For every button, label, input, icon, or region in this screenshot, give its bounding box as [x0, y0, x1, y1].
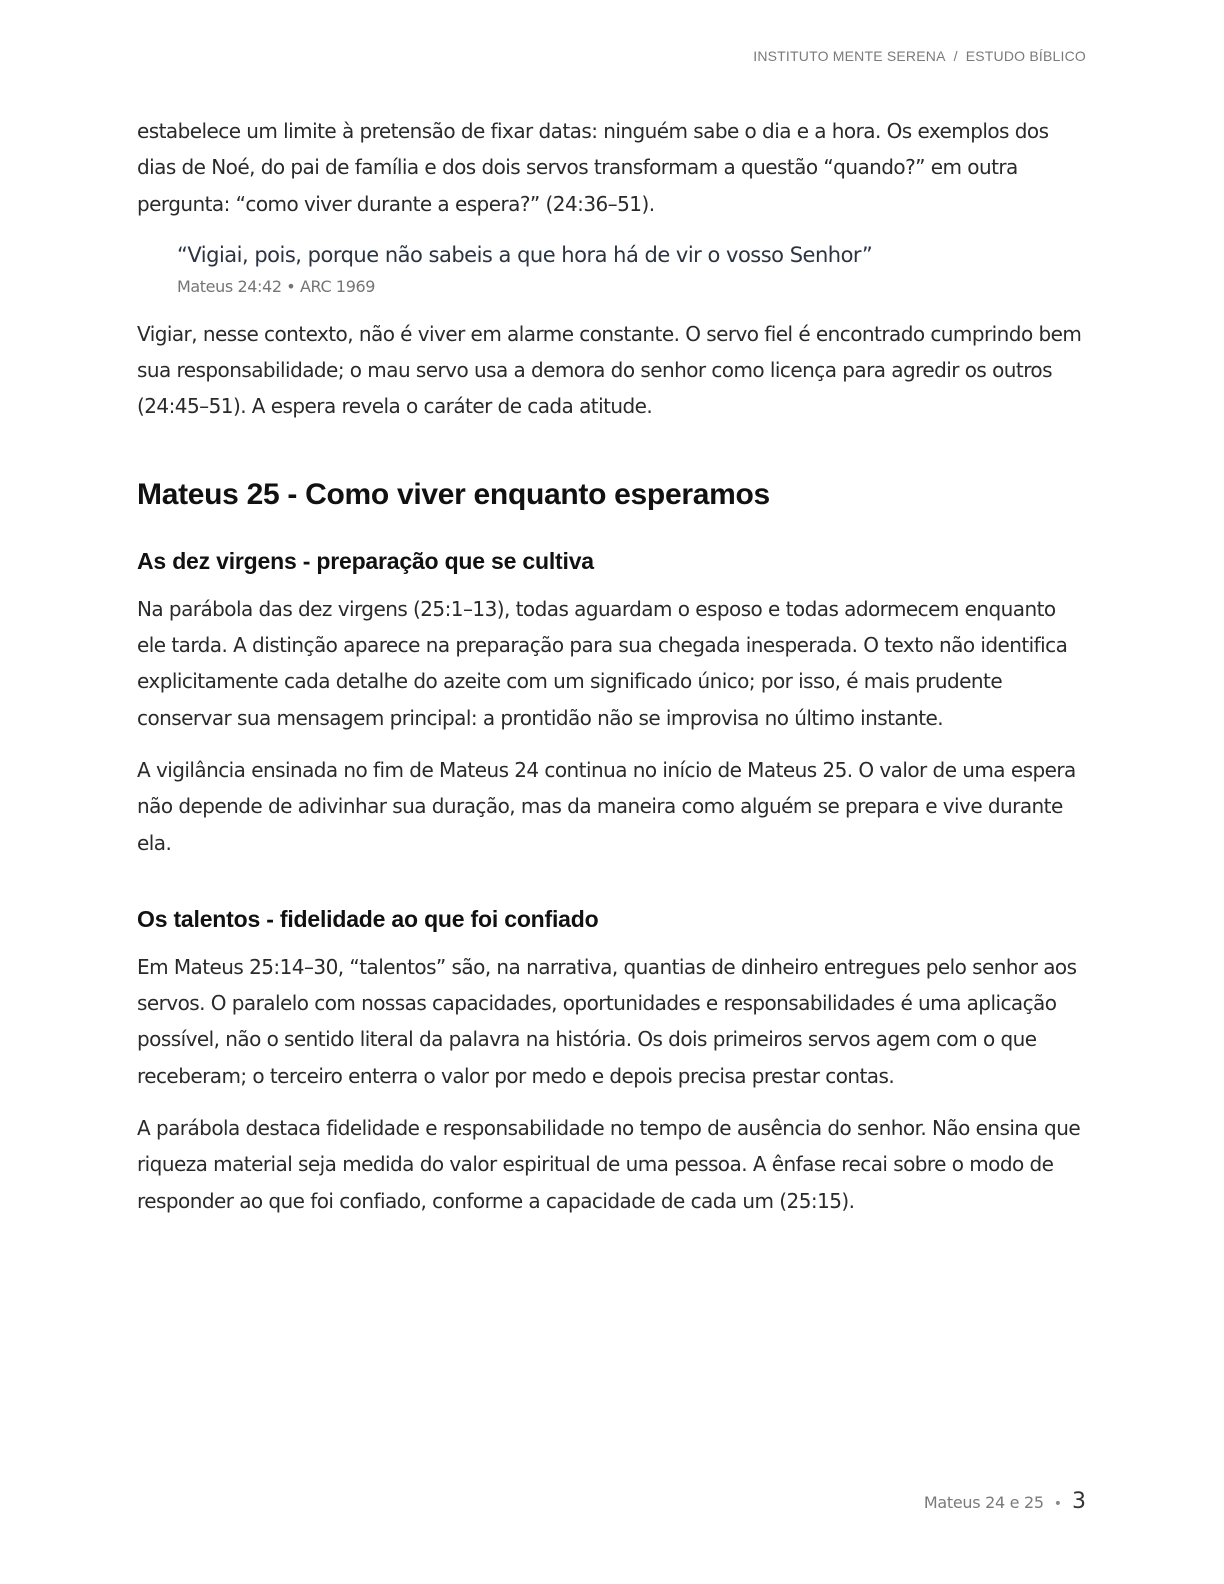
section-heading: Mateus 25 - Como viver enquanto esperamos: [137, 477, 770, 511]
intro-paragraph: estabelece um limite à pretensão de fixar datas: ninguém sabe o dia e a hora. Os exemplos dos dias de Noé, do pai de família e dos dois servos transformam a questão “quando?” em outra pergunta: “como viver durante a espera?” (24:36–51).: [137, 119, 1049, 216]
paragraph-after-quote: Vigiar, nesse contexto, não é viver em alarme constante. O servo fiel é encontrado cumprindo bem sua responsabilidade; o mau servo usa a demora do senhor como licença para agredir os outros (24:45–51). A espera revela o caráter de cada atitude.: [137, 321, 1082, 419]
header-separator: /: [953, 48, 958, 64]
footer-bullet: •: [1053, 1496, 1062, 1512]
header-organization: INSTITUTO MENTE SERENA: [753, 48, 946, 64]
header-section: ESTUDO BÍBLICO: [965, 48, 1086, 64]
talentos-paragraph-1: Em Mateus 25:14–30, “talentos” são, na narrativa, quantias de dinheiro entregues pelo senhor aos servos. O paralelo com nossas capacidades, oportunidades e responsabilidades é uma aplicação possível, não o sentido literal da palavra na história. Os dois primeiros servos agem com o que receberam; o terceiro enterra o valor por medo e depois precisa prestar contas.: [137, 954, 1077, 1088]
running-header: [753, 48, 1086, 64]
scripture-quote: [177, 238, 1087, 302]
virgens-paragraph-1: Na parábola das dez virgens (25:1–13), todas aguardam o esposo e todas adormecem enquanto ele tarda. A distinção aparece na preparação para sua chegada inesperada. O texto não identifica explicitamente cada detalhe do azeite com um significado único; por isso, é mais prudente conservar sua mensagem principal: a prontidão não se improvisa no último instante.: [137, 596, 1068, 730]
quote-reference: Mateus 24:42 • ARC 1969: [177, 276, 376, 296]
subsection-heading-virgens: As dez virgens - preparação que se cultiva: [137, 547, 594, 574]
page-footer: [924, 1489, 1086, 1514]
page-number: 3: [1072, 1489, 1086, 1514]
virgens-paragraph-2: A vigilância ensinada no fim de Mateus 24 continua no início de Mateus 25. O valor de uma espera não depende de adivinhar sua duração, mas da maneira como alguém se prepara e vive durante ela.: [137, 757, 1076, 855]
page-content: [137, 113, 1087, 1235]
talentos-paragraph-2: A parábola destaca fidelidade e responsabilidade no tempo de ausência do senhor. Não ensina que riqueza material seja medida do valor espiritual de uma pessoa. A ênfase recai sobre o modo de responder ao que foi confiado, conforme a capacidade de cada um (25:15).: [137, 1116, 1081, 1213]
footer-document-title: Mateus 24 e 25: [923, 1493, 1044, 1512]
subsection-heading-talentos: Os talentos - fidelidade ao que foi confiado: [137, 905, 599, 932]
quote-text: “Vigiai, pois, porque não sabeis a que hora há de vir o vosso Senhor”: [177, 242, 873, 267]
